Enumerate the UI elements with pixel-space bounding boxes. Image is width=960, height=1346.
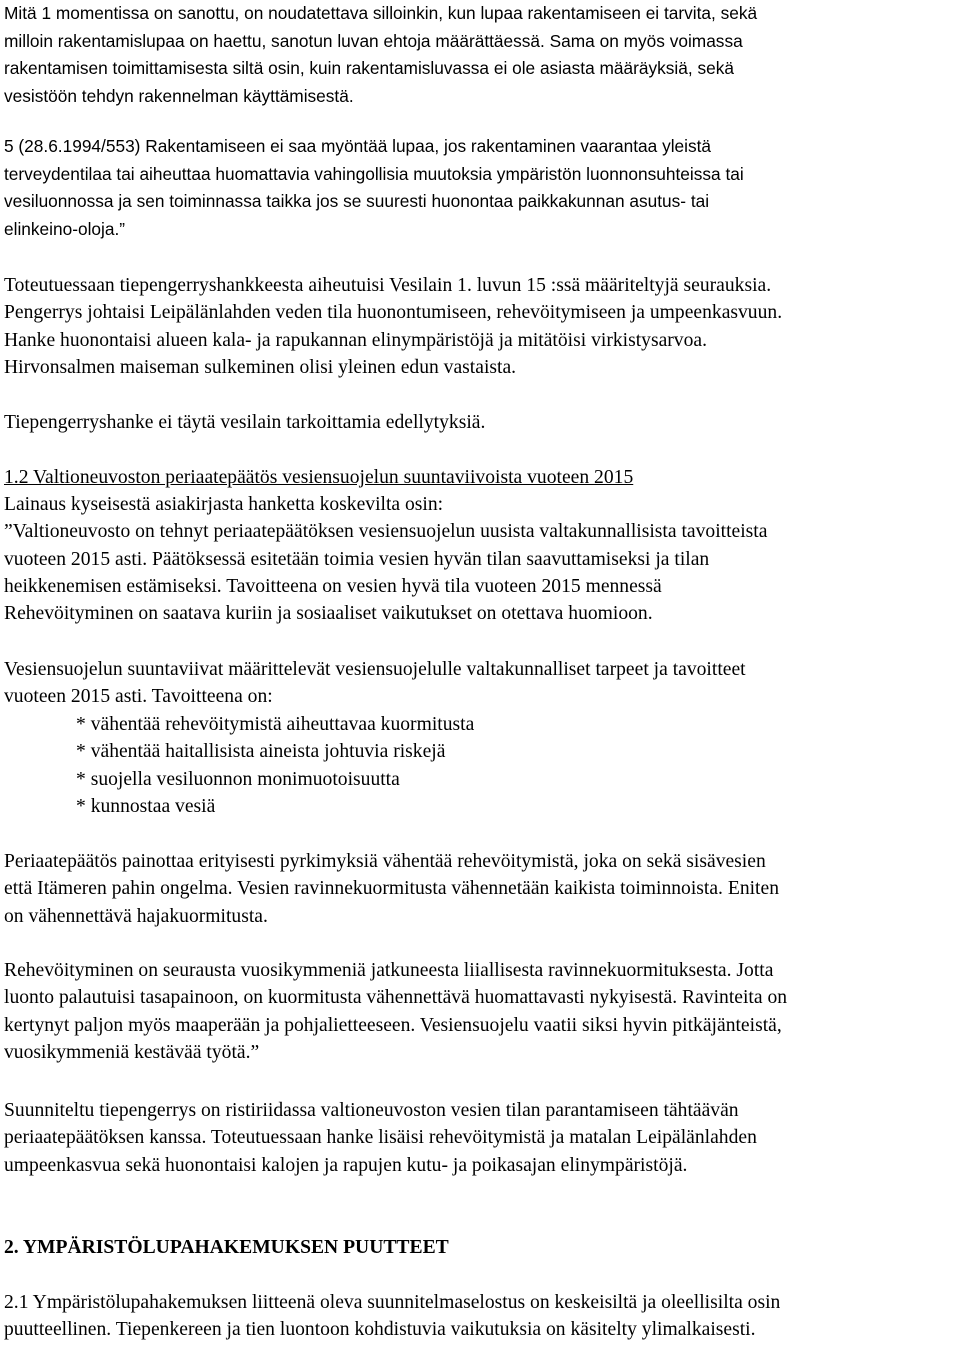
list-item: * kunnostaa vesiä [76,795,216,817]
text-line: on vähennettävä hajakuormitusta. [4,905,268,927]
list-item: * suojella vesiluonnon monimuotoisuutta [76,768,400,790]
text-line: elinkeino-oloja.” [4,218,126,239]
paragraph-eutrophication-cause [4,957,958,1066]
text-line: umpeenkasvua sekä huonontaisi kalojen ja rapujen kutu- ja poikasajan elinympäristöjä. [4,1154,688,1176]
text-line: vuosikymmeniä kestävää työtä.” [4,1041,260,1063]
paragraph-building-law-continuation [4,0,954,110]
text-line: puutteellinen. Tiepenkereen ja tien luontoon kohdistuvia vaikutuksia on käsitelty ylimalkaisesti. [4,1319,756,1341]
text-line: 5 (28.6.1994/553) Rakentamiseen ei saa myöntää lupaa, jos rakentaminen vaarantaa yleistä [4,136,712,156]
text-line: Pengerrys johtaisi Leipälänlahden veden tila huonontumiseen, rehevöitymiseen ja umpeenkasvuun. [4,302,783,324]
text-line: Suunniteltu tiepengerrys on ristiriidassa valtioneuvoston vesien tilan parantamiseen tähtäävän [4,1100,739,1121]
paragraph-conclusion [4,409,958,436]
text-line: vesiluonnossa ja sen toiminnassa taikka jos se suuresti huonontaa paikkakunnan asutus- tai [4,191,710,211]
text-line: rakentamisen toimittamisesta siltä osin, kuin rakentamisluvassa ei ole asiasta määräyksiä, sekä [4,58,734,78]
section-title: 2. YMPÄRISTÖLUPAHAKEMUKSEN PUUTTEET [4,1237,449,1258]
paragraph-consequences [4,272,958,381]
text-line: vuoteen 2015 asti. Tavoitteena on: [4,686,273,708]
text-line: Periaatepäätös painottaa erityisesti pyrkimyksiä vähentää rehevöitymistä, joka on sekä sisävesien [4,851,766,872]
section-title: 1.2 Valtioneuvoston periaatepäätös vesiensuojelun suuntaviivoista vuoteen 2015 [4,467,634,488]
section-1-2-heading [4,464,958,491]
text-line: Tiepengerryshanke ei täytä vesilain tarkoittamia edellytyksiä. [4,412,486,433]
text-line: Hirvonsalmen maiseman sulkeminen olisi yleinen edun vastaista. [4,356,517,378]
paragraph-2-1 [4,1289,958,1344]
paragraph-contradiction [4,1097,958,1179]
goals-list [76,711,474,820]
text-line: milloin rakentamislupaa on haettu, sanotun luvan ehtoja määrättäessä. Sama on myös voimassa [4,30,743,51]
text-line: terveydentilaa tai aiheuttaa huomattavia vahingollisia muutoksia ympäristön luonnonsuhteissa tai [4,163,744,184]
text-line: kertynyt paljon myös maaperään ja pohjalietteeseen. Vesiensuojelu vaatii siksi hyvin pitkäjänteistä, [4,1014,782,1036]
list-item: * vähentää rehevöitymistä aiheuttavaa kuormitusta [76,714,475,735]
text-line: että Itämeren pahin ongelma. Vesien ravinnekuormitusta vähennetään kaikista toiminnoista. Eniten [4,878,779,900]
text-line: Vesiensuojelun suuntaviivat määrittelevät vesiensuojelulle valtakunnalliset tarpeet ja tavoitteet [4,659,746,680]
text-line: heikkenemisen estämiseksi. Tavoitteena on vesien hyvä tila vuoteen 2015 mennessä [4,575,662,597]
text-line: periaatepäätöksen kanssa. Toteutuessaan hanke lisäisi rehevöitymistä ja matalan Leipälänlahden [4,1127,757,1149]
section-2-heading [4,1234,958,1261]
text-line: Rehevöityminen on saatava kuriin ja sosiaaliset vaikutukset on otettava huomioon. [4,603,653,625]
text-line: Toteutuessaan tiepengerryshankkeesta aiheutuisi Vesilain 1. luvun 15 :ssä määriteltyjä seurauksia. [4,275,772,296]
text-line: Lainaus kyseisestä asiakirjasta hanketta koskevilta osin: [4,494,444,515]
paragraph-section-5 [4,133,954,243]
paragraph-eutrophication-priority [4,848,958,930]
text-line: vesistöön tehdyn rakennelman käyttämisestä. [4,85,354,106]
text-line: vuoteen 2015 asti. Päätöksessä esitetään toimia vesien hyvän tilan saavuttamiseksi ja tilan [4,548,710,570]
text-line: Hanke huonontaisi alueen kala- ja rapukannan elinympäristöjä ja mitätöisi virkistysarvoa. [4,329,707,351]
text-line: Mitä 1 momentissa on sanottu, on noudatettava silloinkin, kun lupaa rakentamiseen ei tarvita, sekä [4,3,758,23]
list-item: * vähentää haitallisista aineista johtuvia riskejä [76,741,446,763]
text-line: 2.1 Ympäristölupahakemuksen liitteenä oleva suunnitelmaselostus on keskeisiltä ja oleellisilta osin [4,1292,781,1313]
paragraph-guidelines [4,656,958,711]
text-line: luonto palautuisi tasapainoon, on kuormitusta vähennettävä huomattavasti nykyisestä. Ravinteita on [4,987,788,1009]
text-line: Rehevöityminen on seurausta vuosikymmeniä jatkuneesta liiallisesta ravinnekuormituksesta. Jotta [4,960,774,981]
paragraph-quote-intro [4,491,958,627]
text-line: ”Valtioneuvosto on tehnyt periaatepäätöksen vesiensuojelun uusista valtakunnallisista tavoitteista [4,521,768,543]
